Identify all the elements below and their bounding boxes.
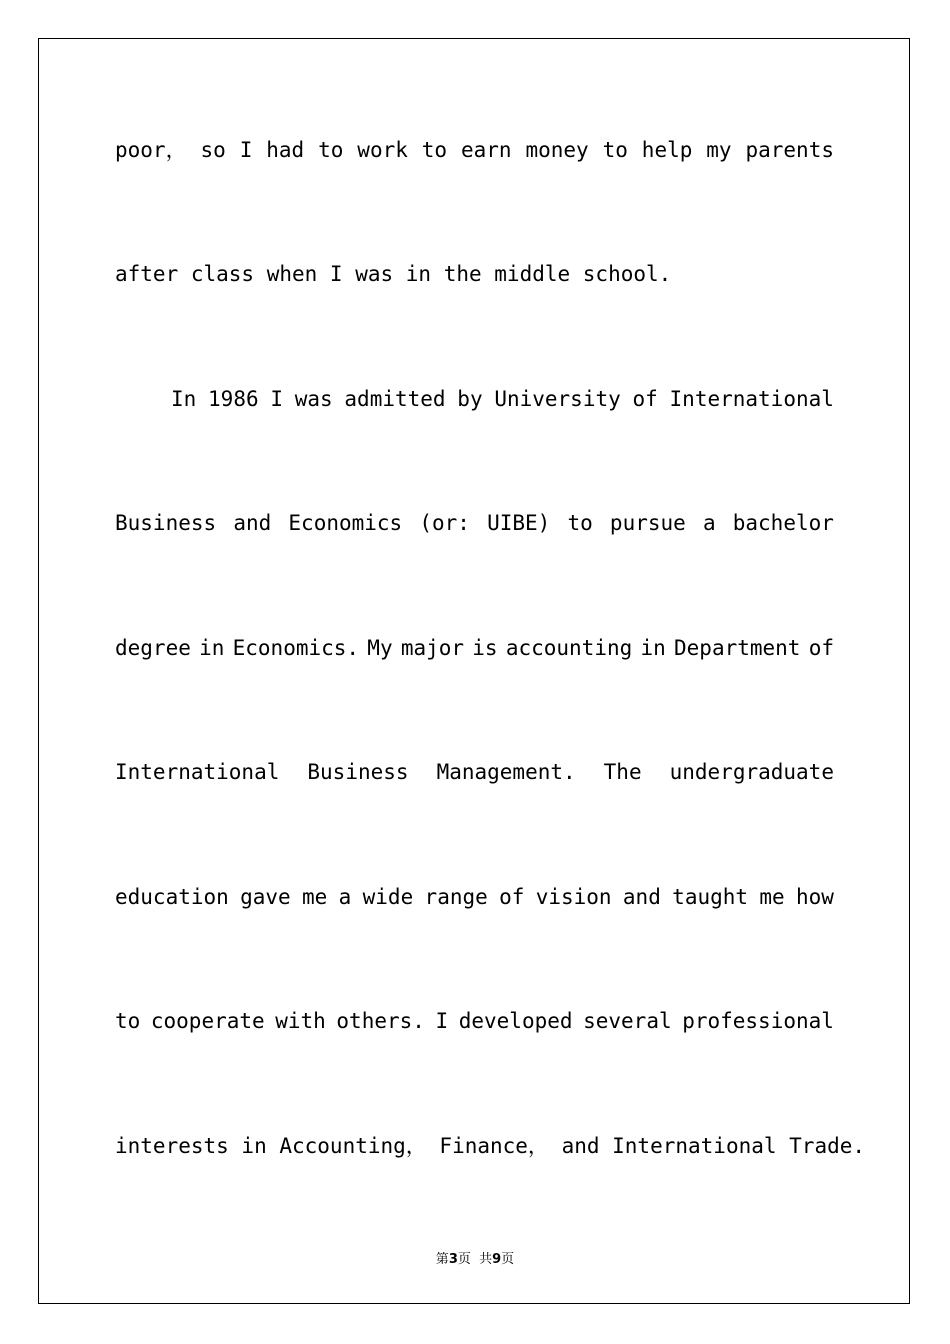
word: a — [338, 885, 352, 909]
word: to — [602, 138, 628, 162]
word: bachelor — [732, 511, 834, 535]
word: of — [632, 387, 658, 411]
word: in — [199, 636, 225, 660]
page-border — [38, 38, 910, 1304]
word: accounting — [505, 636, 633, 660]
word: parents — [745, 138, 834, 162]
word: earn — [460, 138, 512, 162]
word: pursue — [609, 511, 686, 535]
word: to — [567, 511, 593, 535]
word: Economics — [288, 511, 403, 535]
word: Management. — [436, 760, 576, 784]
word: admitted — [344, 387, 446, 411]
text-line — [115, 1008, 834, 1034]
current-page-number: 3 — [448, 1252, 458, 1267]
word: taught — [672, 885, 749, 909]
word: with — [275, 1009, 326, 1033]
word: (or: — [419, 511, 470, 535]
word: I — [435, 1009, 449, 1033]
word: Business — [307, 760, 409, 784]
text-line — [115, 510, 834, 536]
word: Economics. — [232, 636, 360, 660]
word: in — [640, 636, 666, 660]
word: by — [457, 387, 483, 411]
word: to — [318, 138, 344, 162]
word: I — [239, 138, 253, 162]
page-number-footer — [0, 1248, 950, 1267]
text-line — [115, 759, 834, 785]
word: me — [302, 885, 328, 909]
text-line — [115, 884, 834, 910]
word: was — [294, 387, 333, 411]
page-prefix: 第 — [435, 1252, 449, 1267]
word: Department — [674, 636, 801, 660]
word: a — [702, 511, 716, 535]
page-suffix: 页 — [501, 1252, 515, 1267]
word: me — [759, 885, 785, 909]
word: my — [706, 138, 732, 162]
word: wide — [362, 885, 414, 909]
word: UIBE) — [487, 511, 551, 535]
page-mid: 页 共 — [457, 1252, 493, 1267]
word: of — [499, 885, 525, 909]
word: money — [525, 138, 589, 162]
word: work — [357, 138, 408, 162]
word: is — [472, 636, 498, 660]
word: so — [200, 138, 226, 162]
word: several — [583, 1009, 672, 1033]
word: others. — [336, 1009, 425, 1033]
word: how — [795, 885, 834, 909]
word: poor， — [115, 138, 187, 162]
word: range — [424, 885, 488, 909]
word: and — [233, 511, 272, 535]
text-line: after class when I was in the middle school. — [115, 262, 672, 286]
text-line: interests in Accounting， Finance， and International Trade. — [115, 1134, 866, 1158]
word: undergraduate — [669, 760, 834, 784]
text-line — [115, 137, 834, 163]
word: vision — [535, 885, 612, 909]
word: 1986 — [208, 387, 259, 411]
word: International — [115, 760, 280, 784]
word: had — [266, 138, 305, 162]
text-line — [115, 386, 834, 412]
word: developed — [458, 1009, 573, 1033]
word: major — [400, 636, 465, 660]
word: gave — [240, 885, 291, 909]
word: help — [641, 138, 693, 162]
word: Business — [115, 511, 217, 535]
word: education — [115, 885, 229, 909]
word: to — [421, 138, 448, 162]
word: to — [115, 1009, 141, 1033]
word: cooperate — [150, 1009, 265, 1033]
total-page-number: 9 — [492, 1252, 502, 1267]
text-line — [115, 635, 834, 661]
word: and — [622, 885, 661, 909]
word: International — [669, 387, 834, 411]
word: University — [494, 387, 621, 411]
word: My — [367, 636, 393, 660]
word: I — [270, 387, 283, 411]
word: The — [603, 760, 642, 784]
word: degree — [115, 636, 191, 660]
word: professional — [682, 1009, 834, 1033]
word: of — [808, 636, 834, 660]
word: In — [171, 387, 197, 411]
